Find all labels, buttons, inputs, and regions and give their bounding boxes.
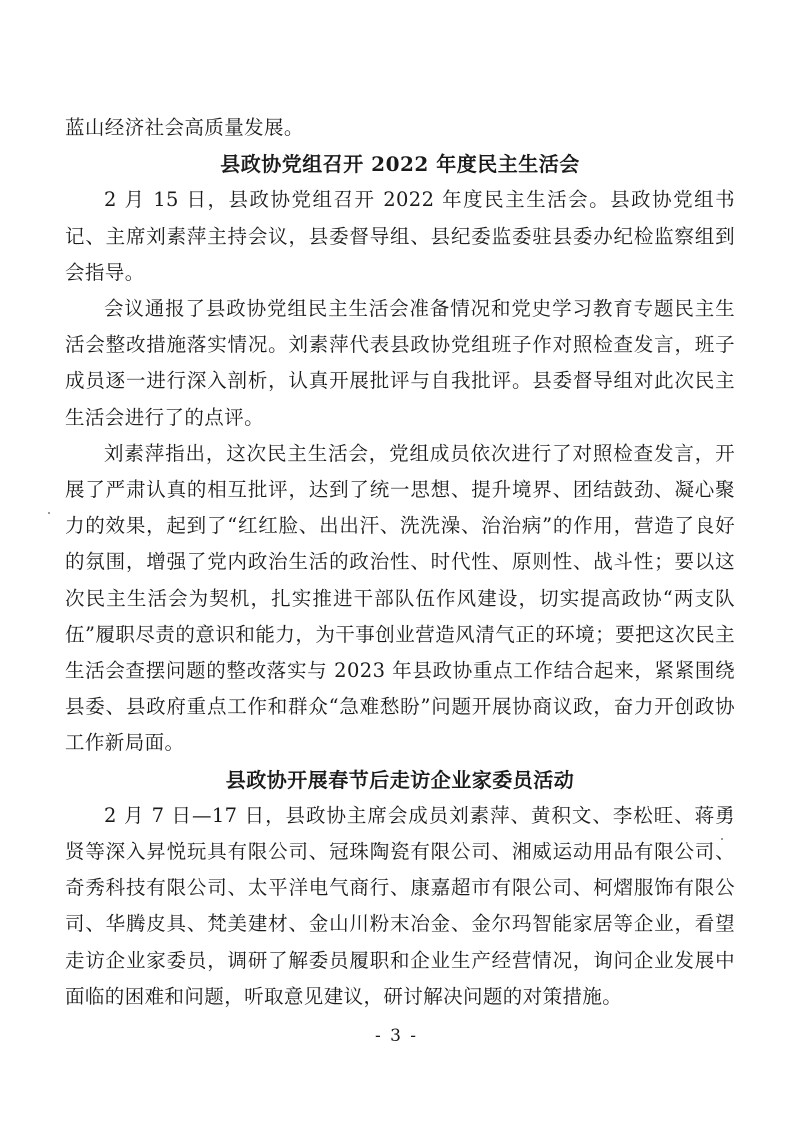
section-heading-party-meeting: 县政协党组召开 2022 年度民主生活会: [220, 152, 580, 177]
paragraph-continuation: 蓝山经济社会高质量发展。: [65, 116, 304, 139]
paragraph-enterprise-visit: 2 月 7 日—17 日，县政协主席会成员刘素萍、黄积文、李松旺、蒋勇贤等深入昇悦玩具有限公司、冠珠陶瓷有限公司、湘威运动用品有限公司、奇秀科技有限公司、太平洋电气商行、康嘉超市有限公司、柯熠服饰有限公司、华腾皮具、梵美建材、金山川粉末冶金、金尔玛智能家居等企业，看望走访企业家委员，调研了解委员履职和企业生产经营情况，询问企业发展中面临的困难和问题，听取意见建议，研讨解决问题的对策措施。: [65, 803, 735, 1008]
paragraph-meeting-intro: 2 月 15 日，县政协党组召开 2022 年度民主生活会。县政协党组书记、主席刘素萍主持会议，县委督导组、县纪委监委驻县委办纪检监察组到会指导。: [65, 188, 735, 284]
scan-speck: [48, 512, 50, 514]
document-body: [65, 110, 735, 1015]
scan-speck: [721, 838, 723, 840]
page-number: - 3 -: [374, 1026, 419, 1046]
section-heading-enterprise-visit: 县政协开展春节后走访企业家委员活动: [225, 767, 575, 792]
paragraph-meeting-remarks: 刘素萍指出，这次民主生活会，党组成员依次进行了对照检查发言，开展了严肃认真的相互批评，达到了统一思想、提升境界、团结鼓劲、凝心聚力的效果，起到了“红红脸、出出汗、洗洗澡、治治病”的作用，营造了良好的氛围，增强了党内政治生活的政治性、时代性、原则性、战斗性；要以这次民主生活会为契机，扎实推进干部队伍作风建设，切实提高政协“两支队伍”履职尽责的意识和能力，为干事创业营造风清气正的环境；要把这次民主生活会查摆问题的整改落实与 2023 年县政协重点工作结合起来，紧紧围绕县委、县政府重点工作和群众“急难愁盼”问题开展协商议政，奋力开创政协工作新局面。: [65, 441, 735, 755]
paragraph-meeting-report: 会议通报了县政协党组民主生活会准备情况和党史学习教育专题民主生活会整改措施落实情况。刘素萍代表县政协党组班子作对照检查发言，班子成员逐一进行深入剖析，认真开展批评与自我批评。县委督导组对此次民主生活会进行了的点评。: [65, 297, 735, 429]
